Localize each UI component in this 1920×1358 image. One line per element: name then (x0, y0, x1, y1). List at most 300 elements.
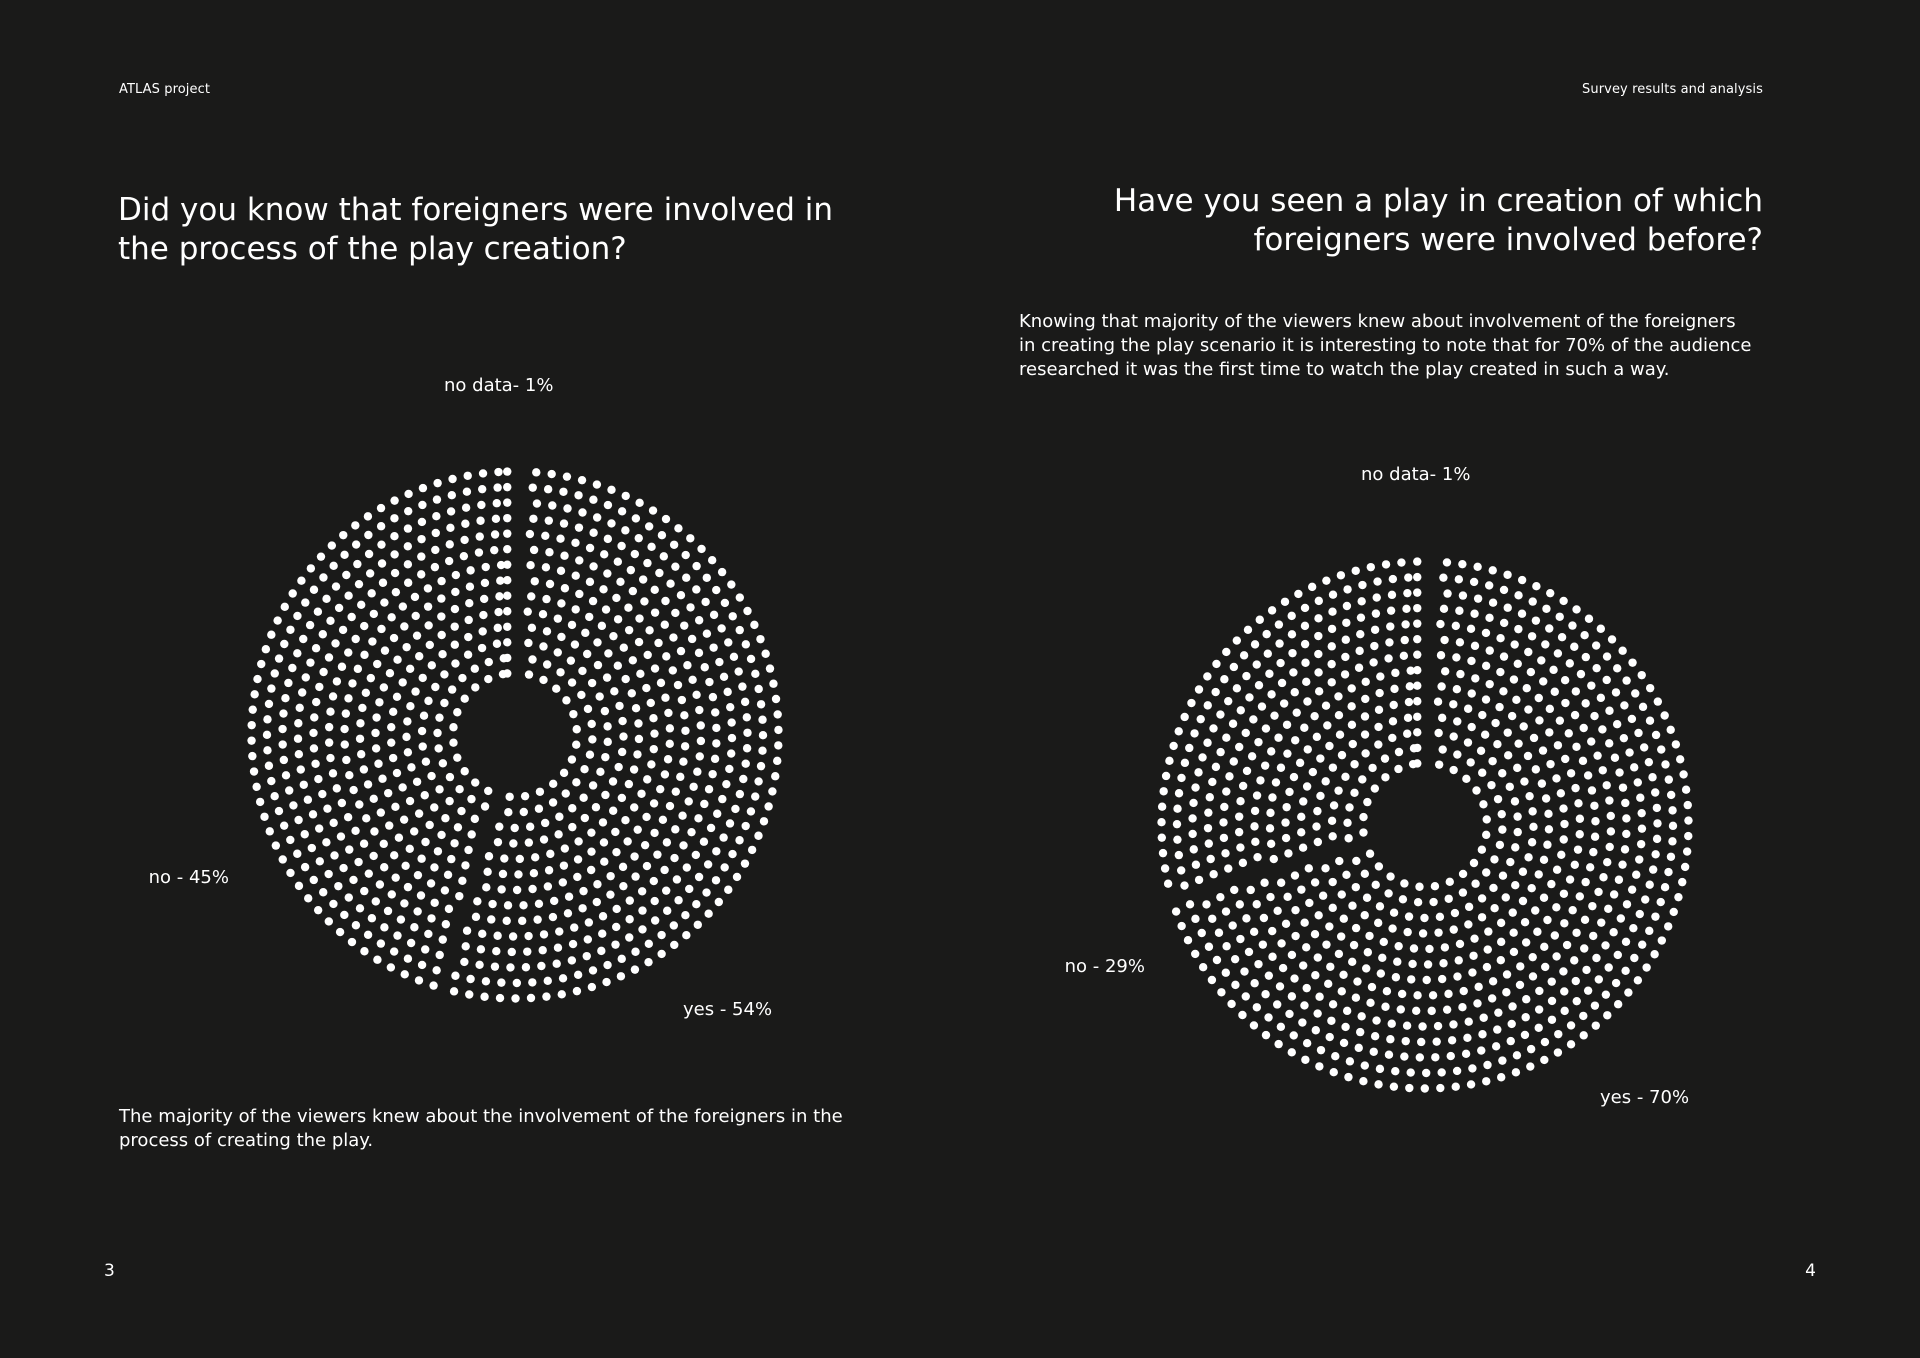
chart2-dot (1485, 581, 1493, 589)
chart2-dot (1205, 943, 1213, 951)
chart1-dot (263, 715, 271, 723)
chart2-dot (1424, 960, 1432, 968)
chart2-dot (1526, 1062, 1534, 1070)
chart2-dot (1470, 934, 1478, 942)
chart1-dot (629, 587, 637, 595)
chart2-dot (1597, 625, 1605, 633)
chart1-dot (584, 705, 592, 713)
chart1-dot (410, 923, 418, 931)
chart2-dot (1300, 918, 1308, 926)
chart1-dot (585, 918, 593, 926)
chart2-dot (1497, 1073, 1505, 1081)
chart2-dot (1584, 986, 1592, 994)
chart2-dot (1204, 701, 1212, 709)
chart1-dot (372, 897, 380, 905)
chart2-dot (1545, 728, 1553, 736)
chart1-dot (562, 696, 570, 704)
chart1-dot (364, 780, 372, 788)
chart2-dot (1335, 950, 1343, 958)
chart2-dot (1622, 676, 1630, 684)
chart2-dot (1552, 774, 1560, 782)
chart1-dot (743, 744, 751, 752)
chart2-dot (1542, 794, 1550, 802)
chart2-dot (1467, 657, 1475, 665)
chart2-dot (1342, 871, 1350, 879)
chart2-dot (1599, 766, 1607, 774)
chart2-dot (1169, 742, 1177, 750)
chart2-dot (1507, 1037, 1515, 1045)
chart2-dot (1514, 591, 1522, 599)
chart1-dot (574, 971, 582, 979)
chart1-dot (342, 571, 350, 579)
chart2-dot (1497, 938, 1505, 946)
chart1-dot (586, 544, 594, 552)
chart2-dot (1582, 966, 1590, 974)
chart1-dot (709, 643, 717, 651)
chart1-dot (685, 885, 693, 893)
chart1-dot (662, 652, 670, 660)
chart1-dot (735, 836, 743, 844)
chart1-dot (503, 638, 511, 646)
chart1-dot (595, 692, 603, 700)
chart2-dot (1301, 622, 1309, 630)
chart1-dot (692, 851, 700, 859)
chart1-dot (306, 658, 314, 666)
chart2-dot (1467, 1080, 1475, 1088)
chart1-dot (603, 673, 611, 681)
chart1-dot (537, 962, 545, 970)
chart1-dot (635, 735, 643, 743)
chart1-dot (759, 731, 767, 739)
chart2-dot (1480, 1014, 1488, 1022)
chart2-dot (1428, 1007, 1436, 1015)
chart1-dot (493, 483, 501, 491)
chart2-dot (1512, 1068, 1520, 1076)
chart2-dot (1681, 863, 1689, 871)
chart1-dot (270, 792, 278, 800)
chart1-dot (451, 605, 459, 613)
chart1-dot (279, 855, 287, 863)
chart1-dot (726, 703, 734, 711)
chart2-dot (1630, 763, 1638, 771)
chart1-dot (404, 524, 412, 532)
chart1-dot (329, 692, 337, 700)
chart1-dot (411, 687, 419, 695)
chart1-dot (339, 626, 347, 634)
chart1-dot (293, 850, 301, 858)
chart2-dot (1574, 799, 1582, 807)
chart2-dot (1668, 837, 1676, 845)
chart1-dot (739, 775, 747, 783)
chart2-dot (1452, 1083, 1460, 1091)
chart1-dot (536, 788, 544, 796)
chart2-dot (1229, 921, 1237, 929)
chart1-dot (421, 945, 429, 953)
chart2-dot (1202, 900, 1210, 908)
chart2-dot (1270, 711, 1278, 719)
chart1-dot (650, 745, 658, 753)
chart2-dot (1541, 963, 1549, 971)
chart1-dot (329, 819, 337, 827)
chart2-dot (1487, 781, 1495, 789)
chart1-dot (296, 704, 304, 712)
chart2-dot (1365, 932, 1373, 940)
chart2-dot (1443, 589, 1451, 597)
chart1-dot (464, 472, 472, 480)
chart2-dot (1641, 895, 1649, 903)
chart1-dot (670, 541, 678, 549)
chart2-dot (1240, 967, 1248, 975)
chart2-dot (1378, 954, 1386, 962)
chart1-dot (503, 514, 511, 522)
chart2-dot (1374, 1080, 1382, 1088)
chart1-dot (403, 717, 411, 725)
chart2-dot (1506, 858, 1514, 866)
chart2-dot (1303, 697, 1311, 705)
chart1-dot (356, 904, 364, 912)
chart2-dot (1595, 975, 1603, 983)
chart2-dot (1560, 835, 1568, 843)
chart1-dot (499, 670, 507, 678)
chart1-dot (367, 589, 375, 597)
chart1-dot (370, 610, 378, 618)
chart2-dot (1472, 786, 1480, 794)
chart1-dot (388, 890, 396, 898)
chart2-dot (1557, 789, 1565, 797)
chart2-dot (1284, 849, 1292, 857)
chart2-dot (1343, 819, 1351, 827)
chart2-dot (1628, 658, 1636, 666)
chart1-dot (660, 866, 668, 874)
chart1-dot (425, 821, 433, 829)
chart2-dot (1321, 864, 1329, 872)
chart1-dot (526, 561, 534, 569)
chart1-dot (588, 720, 596, 728)
chart1-dot (333, 784, 341, 792)
chart1-dot (619, 863, 627, 871)
chart1-dot (736, 593, 744, 601)
chart1-dot (545, 516, 553, 524)
chart1-dot (422, 757, 430, 765)
chart2-dot (1185, 744, 1193, 752)
chart2-dot (1394, 942, 1402, 950)
chart1-dot (643, 775, 651, 783)
chart1-dot (583, 952, 591, 960)
chart2-dot (1604, 905, 1612, 913)
chart2-dot (1496, 634, 1504, 642)
chart1-dot (611, 940, 619, 948)
chart1-dot (688, 635, 696, 643)
chart1-dot (712, 847, 720, 855)
chart1-dot (672, 787, 680, 795)
chart1-dot (573, 987, 581, 995)
chart1-dot (730, 653, 738, 661)
chart1-dot (503, 467, 511, 475)
chart2-dot (1462, 775, 1470, 783)
chart2-dot (1450, 925, 1458, 933)
chart1-dot (623, 837, 631, 845)
chart1-dot (267, 684, 275, 692)
chart1-dot (542, 563, 550, 571)
chart2-dot (1337, 932, 1345, 940)
chart1-dot (390, 634, 398, 642)
chart1-dot (391, 803, 399, 811)
chart1-dot (529, 483, 537, 491)
chart2-dot (1341, 1023, 1349, 1031)
chart1-dot (399, 678, 407, 686)
chart1-dot (347, 613, 355, 621)
left-body-line: process of creating the play. (119, 1130, 374, 1151)
chart1-dot (374, 760, 382, 768)
chart1-dot (328, 541, 336, 549)
chart1-dot (315, 824, 323, 832)
chart2-dot (1625, 748, 1633, 756)
chart2-dot (1541, 1038, 1549, 1046)
chart1-dot (495, 592, 503, 600)
chart2-dot (1164, 879, 1172, 887)
chart2-dot (1560, 919, 1568, 927)
chart2-dot (1222, 648, 1230, 656)
chart2-dot (1591, 817, 1599, 825)
chart2-dot (1303, 1039, 1311, 1047)
chart2-dot (1668, 806, 1676, 814)
chart1-dot (421, 791, 429, 799)
chart1-dot (524, 932, 532, 940)
chart2-dot (1397, 1005, 1405, 1013)
chart1-dot (492, 515, 500, 523)
chart2-dot (1482, 831, 1490, 839)
chart1-dot (307, 564, 315, 572)
chart1-dot (633, 750, 641, 758)
chart1-dot (695, 873, 703, 881)
chart2-dot (1568, 621, 1576, 629)
chart1-dot (417, 891, 425, 899)
chart2-dot (1402, 605, 1410, 613)
chart1-dot (365, 550, 373, 558)
chart2-dot (1561, 755, 1569, 763)
chart1-dot (281, 694, 289, 702)
chart2-dot (1211, 688, 1219, 696)
chart1-dot (329, 562, 337, 570)
chart2-dot (1247, 886, 1255, 894)
chart1-dot (440, 670, 448, 678)
chart1-dot (378, 775, 386, 783)
chart2-dot (1388, 924, 1396, 932)
chart2-dot (1593, 751, 1601, 759)
chart1-dot (771, 772, 779, 780)
chart2-dot (1242, 672, 1250, 680)
chart1-dot (418, 501, 426, 509)
chart2-dot (1315, 597, 1323, 605)
chart2-dot (1195, 685, 1203, 693)
chart1-dot (395, 834, 403, 842)
chart2-dot (1385, 638, 1393, 646)
chart2-dot (1236, 843, 1244, 851)
chart2-dot (1219, 818, 1227, 826)
chart1-dot (368, 637, 376, 645)
chart2-dot (1449, 1020, 1457, 1028)
chart1-dot (391, 873, 399, 881)
chart2-dot (1237, 706, 1245, 714)
chart2-dot (1314, 838, 1322, 846)
chart2-dot (1385, 1050, 1393, 1058)
chart2-dot (1684, 832, 1692, 840)
chart1-dot (310, 713, 318, 721)
chart2-dot (1453, 717, 1461, 725)
chart2-dot (1421, 1084, 1429, 1092)
chart2-dot (1224, 864, 1232, 872)
chart1-dot (703, 574, 711, 582)
chart1-dot (526, 530, 534, 538)
chart1-dot (542, 595, 550, 603)
chart1-dot (473, 897, 481, 905)
chart2-dot (1469, 952, 1477, 960)
chart2-dot (1393, 958, 1401, 966)
chart2-dot (1277, 1023, 1285, 1031)
chart2-dot (1313, 733, 1321, 741)
chart2-dot (1535, 694, 1543, 702)
chart1-dot (342, 756, 350, 764)
chart2-dot (1559, 804, 1567, 812)
chart2-dot (1520, 722, 1528, 730)
chart2-dot (1273, 1000, 1281, 1008)
chart2-dot (1184, 936, 1192, 944)
chart2-dot (1208, 915, 1216, 923)
chart1-dot (380, 840, 388, 848)
chart1-dot (475, 961, 483, 969)
chart2-dot (1622, 938, 1630, 946)
chart2-dot (1498, 1056, 1506, 1064)
chart2-dot (1324, 980, 1332, 988)
chart2-dot (1192, 861, 1200, 869)
chart2-dot (1388, 1020, 1396, 1028)
chart2-dot (1403, 928, 1411, 936)
chart2-dot (1236, 900, 1244, 908)
chart2-dot (1272, 778, 1280, 786)
chart1-dot (688, 676, 696, 684)
chart1-dot (387, 723, 395, 731)
chart2-dot (1464, 705, 1472, 713)
chart1-dot (764, 802, 772, 810)
chart1-dot (450, 987, 458, 995)
chart2-dot (1572, 605, 1580, 613)
chart1-dot (563, 504, 571, 512)
chart1-dot (438, 650, 446, 658)
chart1-dot (250, 767, 258, 775)
chart1-dot (377, 540, 385, 548)
chart2-dot (1186, 900, 1194, 908)
chart1-dot (525, 838, 533, 846)
chart1-dot (573, 725, 581, 733)
chart2-dot (1483, 1061, 1491, 1069)
chart1-dot (727, 580, 735, 588)
chart1-dot (494, 838, 502, 846)
right-title-line: foreigners were involved before? (1253, 222, 1763, 258)
chart2-dot (1514, 828, 1522, 836)
chart1-dot (340, 725, 348, 733)
chart2-dot (1282, 920, 1290, 928)
chart2-dot (1329, 904, 1337, 912)
chart1-dot (529, 515, 537, 523)
chart2-dot (1613, 664, 1621, 672)
chart1-dot (451, 972, 459, 980)
chart2-dot (1352, 883, 1360, 891)
chart1-dot (504, 901, 512, 909)
chart1-dot (619, 732, 627, 740)
chart2-dot (1509, 908, 1517, 916)
chart1-dot (508, 948, 516, 956)
chart2-dot (1222, 942, 1230, 950)
chart2-dot (1573, 997, 1581, 1005)
chart2-dot (1413, 682, 1421, 690)
chart1-dot (557, 599, 565, 607)
chart2-dot (1368, 764, 1376, 772)
chart2-dot (1552, 903, 1560, 911)
chart2-dot (1220, 803, 1228, 811)
chart2-dot (1552, 952, 1560, 960)
chart1-dot (316, 857, 324, 865)
chart2-dot (1311, 971, 1319, 979)
chart2-dot (1674, 893, 1682, 901)
chart1-dot (457, 807, 465, 815)
chart1-dot (629, 656, 637, 664)
chart2-dot (1619, 783, 1627, 791)
chart1-dot (323, 804, 331, 812)
chart2-dot (1225, 772, 1233, 780)
chart1-dot (247, 736, 255, 744)
chart1-dot (497, 561, 505, 569)
chart2-dot (1417, 1038, 1425, 1046)
chart2-dot (1621, 967, 1629, 975)
chart1-dot (336, 928, 344, 936)
chart2-dot (1524, 705, 1532, 713)
chart2-dot (1352, 924, 1360, 932)
chart1-dot (726, 819, 734, 827)
chart1-dot (523, 947, 531, 955)
chart2-dot (1372, 1016, 1380, 1024)
chart1-dot (262, 645, 270, 653)
chart1-dot (748, 846, 756, 854)
chart2-dot (1282, 834, 1290, 842)
chart1-dot (310, 744, 318, 752)
chart1-dot (612, 848, 620, 856)
chart2-dot (1366, 999, 1374, 1007)
chart2-dot (1261, 990, 1269, 998)
chart2-dot (1549, 666, 1557, 674)
chart1-dot (674, 524, 682, 532)
chart2-dot (1530, 734, 1538, 742)
chart2-dot (1489, 884, 1497, 892)
chart1-dot (295, 750, 303, 758)
chart1-dot (406, 702, 414, 710)
chart1-dot (546, 580, 554, 588)
chart1-dot (568, 823, 576, 831)
chart2-dot (1262, 1031, 1270, 1039)
chart1-dot (503, 529, 511, 537)
chart2-dot (1413, 728, 1421, 736)
chart2-dot (1474, 594, 1482, 602)
chart2-dot (1527, 884, 1535, 892)
chart1-dot (491, 962, 499, 970)
chart1-dot (525, 670, 533, 678)
chart2-dot (1338, 890, 1346, 898)
chart1-dot (774, 741, 782, 749)
chart1-dot (761, 650, 769, 658)
chart2-slice-label-yes: yes - 70% (1600, 1087, 1690, 1108)
chart2-dot (1413, 991, 1421, 999)
chart2-dot (1684, 801, 1692, 809)
chart2-dot (1398, 990, 1406, 998)
